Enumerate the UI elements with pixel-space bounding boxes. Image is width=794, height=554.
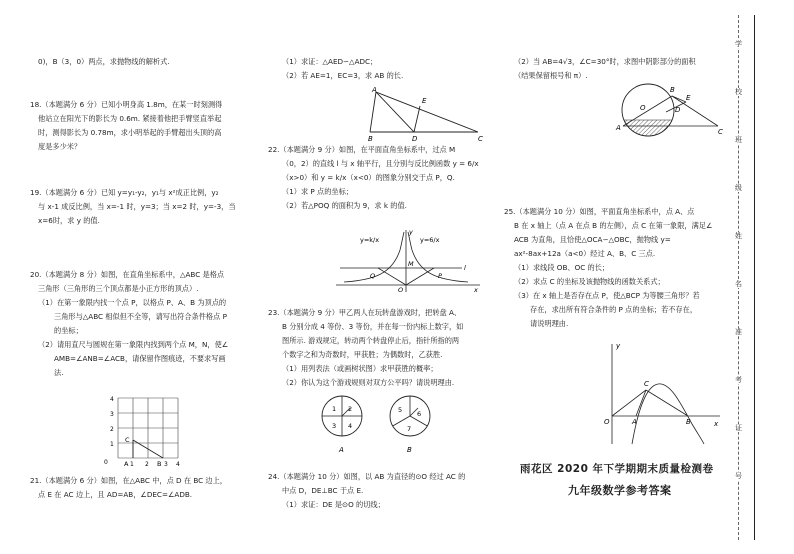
spinner-a-num: 4 [348,422,353,430]
hyp-o-label: O [398,286,404,294]
q25-line: 存在，求出所有符合条件的 P 点的坐标；若不存在， [530,305,698,314]
para-a-label: A [632,418,637,426]
hyp-y-label: y [409,228,413,236]
q23-line: （1）用列表法（或画树状图）求甲获胜的概率； [282,364,438,373]
q25-line: 请说明理由. [530,319,569,328]
hyp-right-label: y=6/x [420,236,440,244]
q20-line: 的坐标； [54,326,83,335]
hyperbola-figure [334,228,484,294]
grid-y-tick: 1 [110,441,114,448]
spinner-b [388,394,432,456]
q24-line: （1）求证：DE 是⊙O 的切线； [282,500,385,509]
binding-char: 证 [735,424,742,432]
hyp-l-label: l [464,264,466,272]
q20-line: 20.（本题满分 8 分）如图，在直角坐标系中，△ABC 是格点 [30,270,225,279]
q23-line: 图所示. 游戏规定，转动两个转盘停止后，指针所指的两 [282,336,460,345]
binding-char: 学 [735,40,742,48]
tri-b: B [368,135,373,142]
q25-line: （3）在 x 轴上是否存在点 P，使△BCP 为等腰三角形？若 [514,291,700,300]
q21-part: （1）求证：△AED∽△ADC； [282,57,378,66]
q25-line: B 在 x 轴上（点 A 在点 B 的左侧），点 C 在第一象限，满足∠ [514,221,713,230]
binding-char: 姓 [735,232,742,240]
question-25 [504,205,712,331]
grid-x-tick: 1 [130,461,134,468]
q20-line: （1）在第一象限内找一个点 P，以格点 P、A、B 为顶点的 [38,298,227,307]
q22-line: （0，2）的直线 l 与 x 轴平行，且分别与反比例函数 y = 6/x [282,159,479,168]
hyp-x-label: x [474,286,478,294]
q24-part: （结果保留根号和 π）. [514,71,588,80]
q20-line: 三角形（三角形的三个顶点都是小正方形的顶点）. [38,284,199,293]
parabola-figure [598,340,724,446]
circle-figure [614,82,726,144]
q20-line: 法. [54,368,64,377]
hyp-left-label: y=k/x [360,236,380,244]
spinner-b-num: 5 [398,406,403,414]
q25-line: （2）求点 C 的坐标及该抛物线的函数关系式； [514,277,665,286]
binding-char: 级 [735,184,742,192]
q23-line: 23.（本题满分 9 分）甲乙两人在玩转盘游戏时，把转盘 A、 [268,308,462,317]
grid-b-label: B [157,460,162,468]
grid-x-tick: 3 [164,461,168,468]
grid-y-tick: 4 [110,396,114,403]
q17-tail-text: 0)，B（3，0）两点，求抛物线的解析式. [38,57,170,66]
q23-line: 个数字之和为奇数时，甲获胜；为偶数时，乙获胜. [282,350,443,359]
spinner-a-num: 1 [332,405,337,413]
binding-frame [754,15,769,540]
question-21 [30,474,227,502]
tri-a: A [372,86,377,94]
q25-line: ax²-8ax+12a（a<0）经过 A、B、C 三点. [514,249,656,258]
circle-e: E [686,94,691,102]
question-23 [268,306,463,390]
q24-parts [514,55,696,83]
q24-line: 24.（本题满分 10 分）如图，以 AB 为直径的⊙O 经过 AC 的 [268,472,466,481]
circle-b: B [670,86,675,94]
para-o-label: O [604,418,610,426]
question-18 [30,98,222,154]
para-x-label: x [714,420,719,428]
spinner-a [320,394,364,456]
question-20 [30,268,228,380]
q22-line: （1）求 P 点的坐标； [282,187,353,196]
q18-line: 他站立在阳光下的影长为 0.6m. 紧接着他把手臂竖直举起 [38,114,222,123]
grid-y-tick: 2 [110,426,114,433]
grid-c-label: C [125,436,130,444]
binding-char: 准 [735,328,742,336]
q21-line: 21.（本题满分 6 分）如图，在△ABC 中，点 D 在 BC 边上， [30,476,227,485]
spinner-a-num: 3 [332,422,337,430]
q24-line: 中点 D，DE⊥BC 于点 E. [282,486,364,495]
grid-origin: 0 [104,459,108,466]
q23-line: （2）你认为这个游戏规则对双方公平吗？请说明理由. [282,378,455,387]
triangle-figure [368,86,486,142]
q17-tail [38,55,170,69]
binding-char: 班 [735,136,742,144]
footer-title: 雨花区 2020 年下学期期末质量检测卷 [520,463,714,475]
circle-a: A [616,124,621,132]
q22-line: （x>0）和 y = k/x（x<0）的图象分别交于点 P，Q. [282,173,455,182]
q19-line: x=6时，求 y 的值. [38,216,100,225]
q20-line: （2）请用直尺与圆规在第一象限内找到两个点 M，N，使∠ [38,340,229,349]
circle-d: D [675,106,681,114]
circle-o: O [640,104,646,112]
question-19 [30,186,236,228]
q21-part: （2）若 AE=1，EC=3，求 AB 的长. [282,71,404,80]
tri-d: D [412,135,418,142]
hyp-m-label: M [408,260,414,268]
q22-line: 22.（本题满分 9 分）如图，在平面直角坐标系中，过点 M [268,145,456,154]
q21-parts [282,55,403,83]
q18-line: 18.（本题满分 6 分）已知小明身高 1.8m，在某一时刻测得 [30,100,223,109]
tri-c: C [478,135,483,142]
hyp-p-label: P [438,272,442,280]
grid-x-tick: 4 [176,461,180,468]
q25-line: （1）求线段 OB、OC 的长； [514,263,610,272]
binding-char: 校 [735,88,742,96]
q22-line: （2）若△POQ 的面积为 9，求 k 的值. [282,201,407,210]
q18-line: 时，测得影长为 0.78m，求小明举起的手臂超出头顶的高 [38,128,222,137]
binding-char: 号 [735,472,742,480]
q25-line: 25.（本题满分 10 分）如图，平面直角坐标系中，点 A、点 [504,207,695,216]
grid-a-label: A [124,460,129,468]
para-y-label: y [616,342,621,350]
q20-line: 三角形与△ABC 相似但不全等，请写出符合条件格点 P [54,312,227,321]
para-c-label: C [644,380,649,388]
q25-line: ACB 为直角，且恰使△OCA∽△OBC，抛物线 y= [514,235,671,244]
tri-e: E [422,97,427,105]
para-b-label: B [686,418,691,426]
question-22 [268,143,479,213]
q18-line: 度是多少米？ [38,142,82,151]
grid-figure [100,392,190,470]
q19-line: 与 x-1 成反比例，当 x=-1 时，y=3；当 x=2 时，y=-3，当 [38,202,236,211]
spinner-a-label: A [339,446,344,454]
q19-line: 19.（本题满分 6 分）已知 y=y₁-y₂，y₁与 x²成正比例，y₂ [30,188,219,197]
binding-char: 考 [735,376,742,384]
spinner-b-label: B [407,446,412,454]
spinner-b-num: 6 [417,410,422,418]
circle-c: C [718,128,723,136]
q20-line: AMB=∠ANB=∠ACB，请保留作图痕迹，不要求写画 [54,354,226,363]
question-24 [268,470,465,512]
spinner-a-num: 2 [348,405,353,413]
grid-x-tick: 2 [145,461,149,468]
q23-line: B 分别分成 4 等份、3 等份，并在每一份内标上数字，如 [282,322,464,331]
footer-subtitle: 九年级数学参考答案 [568,484,672,497]
grid-y-tick: 3 [110,411,114,418]
q21-line: 点 E 在 AC 边上，且 AD=AB，∠DEC=∠ADB. [38,490,193,499]
q24-part: （2）当 AB=4√3，∠C=30°时，求图中阴影部分的面积 [514,57,696,66]
binding-char: 名 [735,280,742,288]
hyp-q-label: Q [370,272,376,280]
spinner-b-num: 7 [407,425,412,433]
